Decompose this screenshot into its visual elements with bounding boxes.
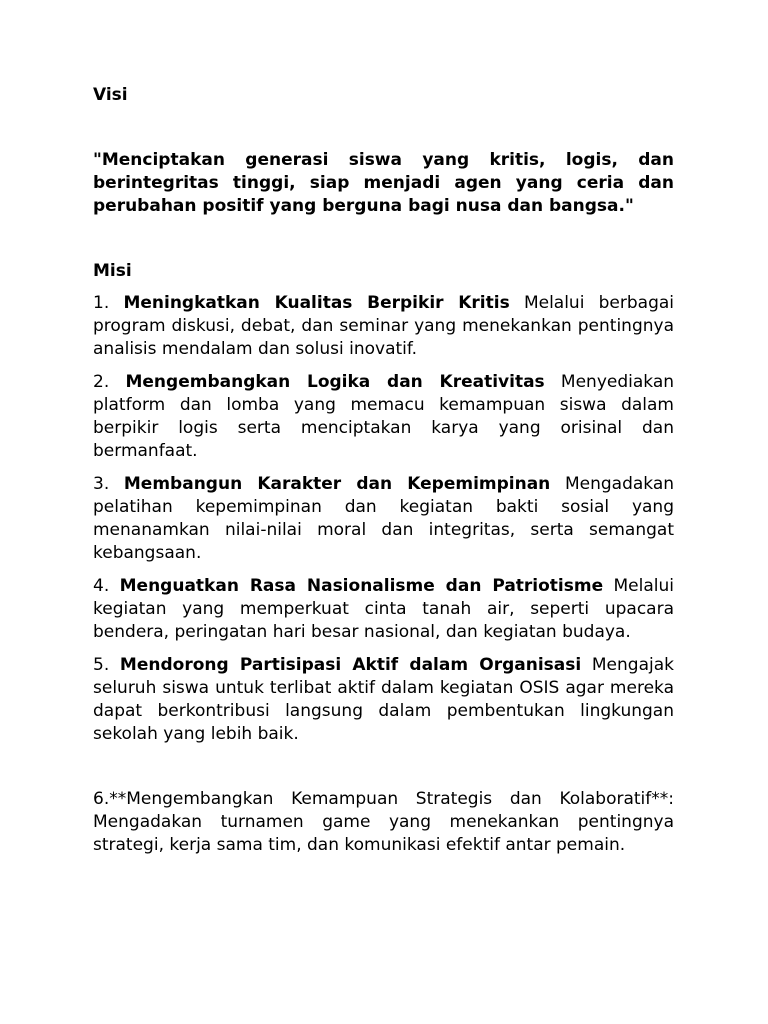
misi-item-title: Membangun Karakter dan Kepemimpinan (123, 474, 551, 494)
misi-item-4 (93, 575, 674, 644)
misi-item-number: 5. (93, 655, 110, 675)
misi-item-text: Menyediakan platform dan lomba yang memacu kemampuan siswa dalam berpikir logis serta menciptakan karya yang orisinal dan bermanfaat. (93, 372, 675, 461)
misi-item-title: Meningkatkan Kualitas Berpikir Kritis (123, 293, 510, 313)
misi-item-text: Mengajak seluruh siswa untuk terlibat aktif dalam kegiatan OSIS agar mereka dapat berkontribusi langsung dalam pembentukan lingkungan sekolah yang lebih baik. (93, 655, 674, 744)
visi-heading: Visi (93, 85, 128, 105)
misi-item-title: Mendorong Partisipasi Aktif dalam Organisasi (119, 655, 582, 675)
misi-item-6: 6.**Mengembangkan Kemampuan Strategis dan Kolaboratif**: Mengadakan turnamen game yang menekankan pentingnya strategi, kerja sama tim, dan komunikasi efektif antar pemain. (93, 789, 674, 855)
misi-item-number: 3. (93, 474, 110, 494)
document-page (93, 84, 674, 867)
misi-heading: Misi (93, 261, 132, 281)
misi-item-number: 4. (93, 576, 110, 596)
misi-item-2 (93, 371, 674, 463)
misi-item-title: Menguatkan Rasa Nasionalisme dan Patriotisme (119, 576, 604, 596)
misi-item-number: 2. (93, 372, 110, 392)
misi-item-number: 1. (93, 293, 110, 313)
misi-item-text: Mengadakan pelatihan kepemimpinan dan kegiatan bakti sosial yang menanamkan nilai-nilai moral dan integritas, serta semangat kebangsaan. (93, 474, 675, 563)
visi-statement: "Menciptakan generasi siswa yang kritis, logis, dan berintegritas tinggi, siap menjadi agen yang ceria dan perubahan positif yang berguna bagi nusa dan bangsa." (93, 150, 674, 216)
misi-item-1 (93, 292, 674, 361)
misi-item-5 (93, 654, 674, 746)
misi-item-text: Melalui kegiatan yang memperkuat cinta tanah air, seperti upacara bendera, peringatan hari besar nasional, dan kegiatan budaya. (93, 576, 675, 642)
misi-item-text: Melalui berbagai program diskusi, debat, dan seminar yang menekankan pentingnya analisis mendalam dan solusi inovatif. (93, 293, 675, 359)
misi-item-title: Mengembangkan Logika dan Kreativitas (125, 372, 545, 392)
misi-item-3 (93, 473, 674, 565)
